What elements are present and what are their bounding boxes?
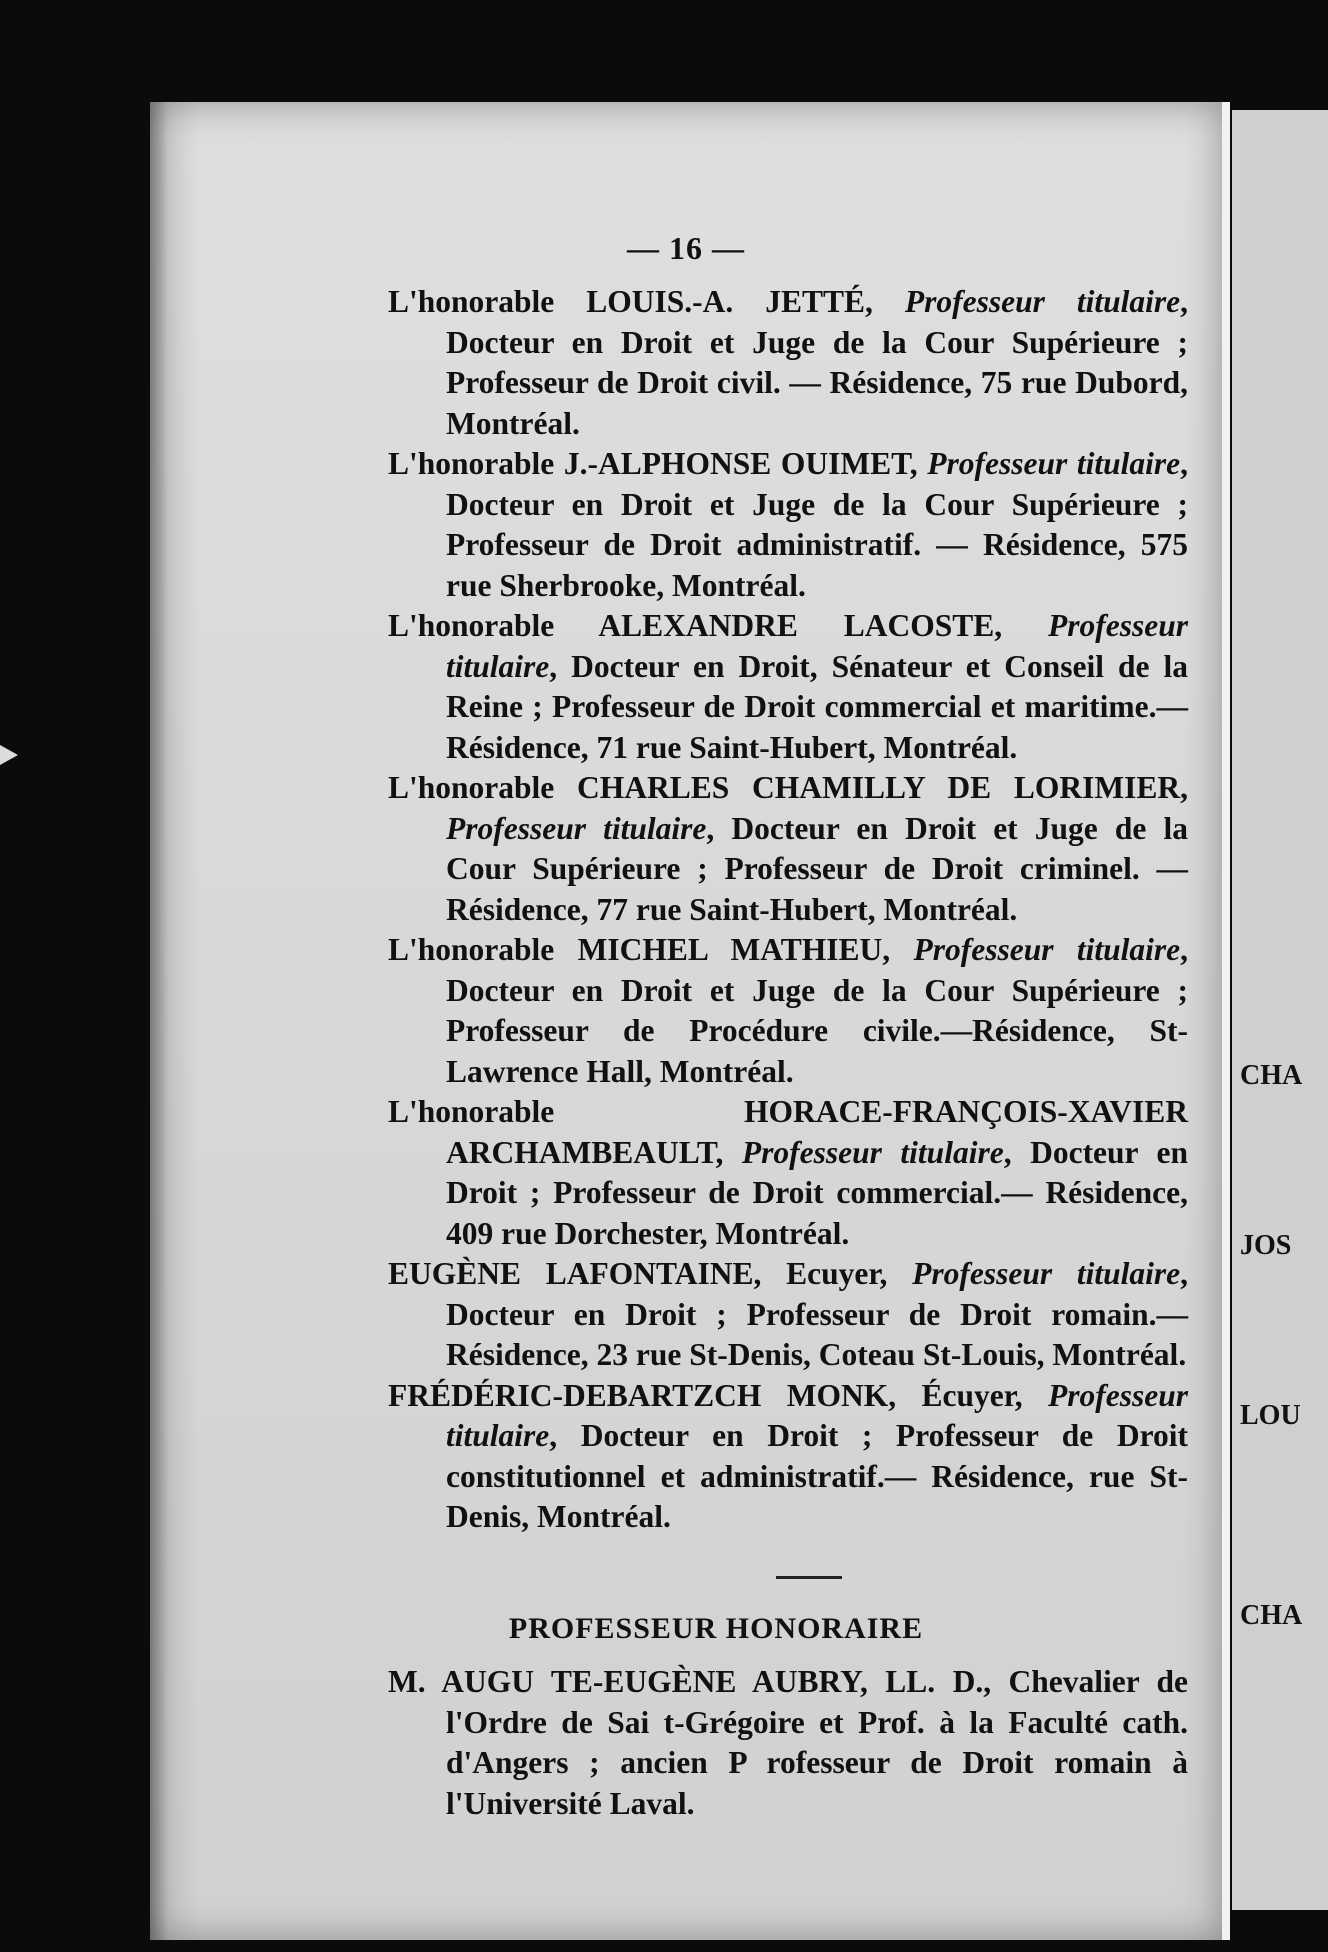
next-page-fragment	[1232, 110, 1328, 1910]
faculty-entry	[388, 606, 1188, 768]
scan-edge-mark	[0, 745, 18, 765]
faculty-entry	[388, 1376, 1188, 1538]
entry-details: , Docteur en Droit et Juge de la Cour Supérieure ; Professeur de Droit administratif. — Résidence, 575 rue Sherbrooke, Montréal.	[446, 446, 1188, 603]
entry-title: Professeur titulaire	[904, 284, 1181, 319]
section-divider	[776, 1576, 842, 1579]
faculty-entry	[388, 282, 1188, 444]
entry-details: , Docteur en Droit ; Professeur de Droit romain.— Résidence, 23 rue St-Denis, Coteau St-Louis, Montréal.	[446, 1256, 1188, 1372]
entry-details: , Docteur en Droit ; Professeur de Droit commercial.— Résidence, 409 rue Dorchester, Montréal.	[446, 1134, 1188, 1251]
faculty-entry	[388, 1254, 1188, 1376]
entry-name: L'honorable ALEXANDRE LACOSTE,	[388, 608, 1048, 643]
entry-name: L'honorable LOUIS.-A. JETTÉ,	[388, 284, 905, 319]
faculty-entry	[388, 930, 1188, 1092]
entry-title: Professeur titulaire	[446, 1377, 1188, 1453]
entry-title: Professeur titulaire	[741, 1134, 1004, 1170]
entry-title: Professeur titulaire	[927, 446, 1181, 481]
entry-details: , Docteur en Droit et Juge de la Cour Supérieure ; Professeur de Droit civil. — Résidence, 75 rue Dubord, Montréal.	[446, 284, 1188, 441]
next-page-text: CHA	[1240, 1060, 1303, 1091]
page-number: — 16 —	[627, 230, 745, 266]
section-heading: PROFESSEUR HONORAIRE	[508, 1612, 924, 1645]
entry-title: Professeur titulaire	[913, 932, 1181, 967]
page-content	[150, 102, 1222, 1940]
honorary-entry: M. AUGU TE-EUGÈNE AUBRY, LL. D., Chevalier de l'Ordre de Sai t-Grégoire et Prof. à la Faculté cath. d'Angers ; ancien P rofesseur de Droit romain à l'Université Laval.	[388, 1664, 1188, 1821]
faculty-entry	[388, 444, 1188, 606]
entry-details: , Docteur en Droit ; Professeur de Droit constitutionnel et administratif.— Résidence, rue St-Denis, Montréal.	[446, 1418, 1188, 1534]
honorary-list	[388, 1662, 1188, 1824]
entry-name: FRÉDÉRIC-DEBARTZCH MONK, Écuyer,	[388, 1377, 1048, 1413]
entry-name: L'honorable J.-ALPHONSE OUIMET,	[388, 446, 928, 481]
faculty-entry	[388, 1092, 1188, 1254]
next-page-text: JOS	[1240, 1230, 1292, 1261]
book-page	[150, 102, 1222, 1940]
entry-name: EUGÈNE LAFONTAINE, Ecuyer,	[388, 1256, 913, 1291]
entry-details: , Docteur en Droit, Sénateur et Conseil de la Reine ; Professeur de Droit commercial et maritime.— Résidence, 71 rue Saint-Hubert, Montréal.	[446, 648, 1188, 765]
entry-details: , Docteur en Droit et Juge de la Cour Supérieure ; Professeur de Procédure civile.—Résidence, St-Lawrence Hall, Montréal.	[446, 932, 1188, 1089]
page-edge	[1222, 102, 1230, 1940]
next-page-text: CHA	[1240, 1600, 1303, 1631]
next-page-text: LOU	[1240, 1400, 1301, 1431]
entry-title: Professeur titulaire	[912, 1256, 1181, 1291]
entry-name: L'honorable MICHEL MATHIEU,	[388, 932, 914, 967]
faculty-list	[388, 282, 1188, 1538]
entry-title: Professeur titulaire	[446, 608, 1188, 684]
faculty-entry	[388, 768, 1188, 930]
entry-title: Professeur titulaire	[446, 810, 707, 846]
entry-name: L'honorable CHARLES CHAMILLY DE LORIMIER,	[388, 770, 1188, 805]
entry-name: L'honorable HORACE-FRANÇOIS-XAVIER ARCHAMBEAULT,	[388, 1094, 1188, 1170]
entry-details: , Docteur en Droit et Juge de la Cour Supérieure ; Professeur de Droit criminel. — Résidence, 77 rue Saint-Hubert, Montréal.	[446, 810, 1188, 927]
